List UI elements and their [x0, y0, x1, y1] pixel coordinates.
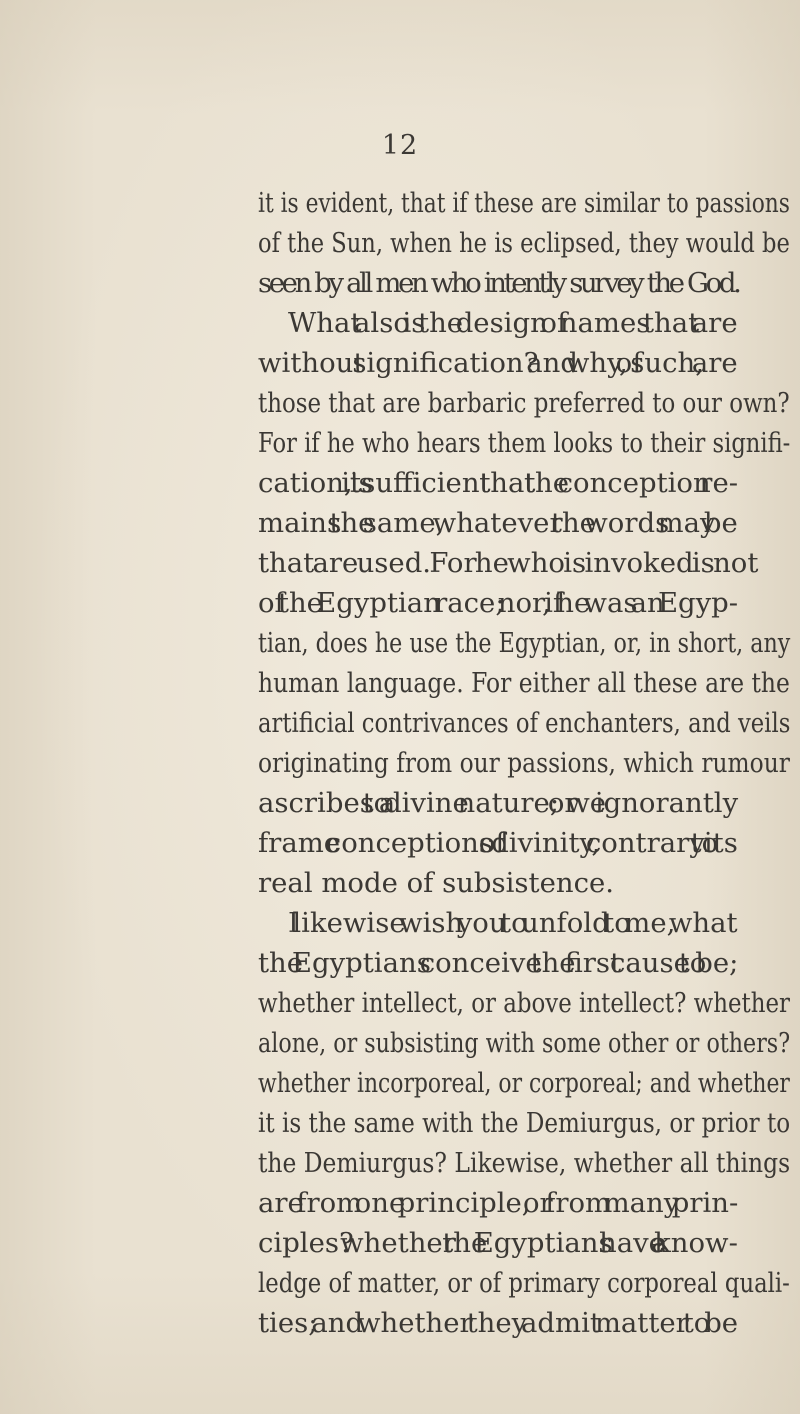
text-line: originating from our passions, which rumour [258, 747, 790, 779]
text-line: those that are barbaric preferred to our own? [258, 387, 790, 419]
text-line: seen by all men who intently survey the God. [258, 267, 739, 299]
text-line: For if he who hears them looks to their signifi- [258, 427, 791, 459]
text-line: ties; and whether they admit matter to be [258, 1307, 739, 1339]
text-line: whether intellect, or above intellect? whether [258, 987, 790, 1019]
text-line: What also is the design of names that are [288, 307, 738, 339]
text-line: are from one principle, or from many prin- [258, 1187, 739, 1219]
text-line: that are used. For he who is invoked is not [258, 547, 759, 579]
text-line: artificial contrivances of enchanters, and veils [258, 707, 791, 739]
text-line: of the Egyptian race; nor, if he was an Egyp- [258, 587, 739, 619]
text-line: without signification? and why, of such, are [258, 347, 738, 379]
text-line: ciples? whether the Egyptians have a know- [258, 1227, 738, 1259]
text-line: it is the same with the Demiurgus, or prior to [258, 1107, 791, 1139]
text-line: of the Sun, when he is eclipsed, they would be [258, 227, 790, 259]
text-line: mains the same, whatever the words may be [258, 507, 738, 539]
text-line: cation, it is sufficient that the conception re- [258, 467, 739, 499]
text-line: I likewise wish you to unfold to me, what [288, 907, 738, 939]
page-number: 12 [381, 130, 419, 161]
text-line: ledge of matter, or of primary corporeal quali- [258, 1267, 790, 1299]
text-line: human language. For either all these are the [258, 667, 790, 699]
text-line: alone, or subsisting with some other or others? [258, 1027, 791, 1059]
text-line: real mode of subsistence. [258, 867, 614, 899]
text-line: ascribes to a divine nature; or we ignorantly [258, 787, 739, 819]
text-line: tian, does he use the Egyptian, or, in short, any [258, 627, 791, 659]
text-line: it is evident, that if these are similar to passions [258, 187, 790, 219]
text-line: frame conceptions of divinity, contrary to its [258, 827, 738, 859]
text-line: whether incorporeal, or corporeal; and whether [258, 1067, 790, 1099]
text-line: the Egyptians conceive the first cause to be; [258, 947, 739, 979]
text-line: the Demiurgus? Likewise, whether all things [258, 1147, 791, 1179]
